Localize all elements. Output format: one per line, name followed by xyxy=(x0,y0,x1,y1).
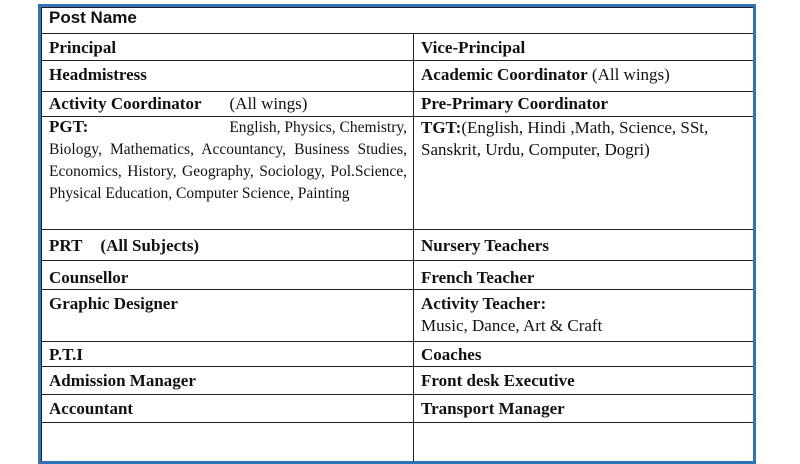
table-header-row xyxy=(42,8,756,34)
post-title: Front desk Executive xyxy=(421,371,575,390)
post-title: Principal xyxy=(49,38,117,57)
table-row xyxy=(42,61,756,92)
posts-table xyxy=(41,7,756,463)
table-row xyxy=(42,261,756,290)
table-row xyxy=(42,117,756,230)
tgt-subjects: (English, Hindi ,Math, Science, SSt, Sanskrit, Urdu, Computer, Dogri) xyxy=(421,118,709,159)
post-note: (All wings) xyxy=(229,94,308,113)
table-row xyxy=(42,34,756,61)
post-name-header: Post Name xyxy=(42,8,756,34)
posts-table-frame xyxy=(38,4,756,464)
cell-coaches xyxy=(414,342,756,367)
cell-pgt xyxy=(42,117,414,230)
pgt-subjects-first: English, Physics, Chemistry, xyxy=(229,119,407,136)
pgt-subjects: Biology, Mathematics, Accountancy, Business Studies, Economics, History, Geography, Sociology, Pol.Science, Physical Education, Computer Science, Painting xyxy=(49,141,407,202)
cell-headmistress xyxy=(42,61,414,92)
post-title: French Teacher xyxy=(421,268,535,287)
post-title: Activity Coordinator xyxy=(49,94,202,113)
post-title: Pre-Primary Coordinator xyxy=(421,94,609,113)
cell-admission-manager xyxy=(42,367,414,395)
post-title: Nursery Teachers xyxy=(421,236,549,255)
cell-cut-off-left xyxy=(42,423,414,463)
cell-tgt xyxy=(414,117,756,230)
cell-accountant xyxy=(42,395,414,423)
cell-prt xyxy=(42,230,414,261)
post-title: Coaches xyxy=(421,345,482,364)
cell-front-desk-executive xyxy=(414,367,756,395)
table-row xyxy=(42,290,756,342)
post-title: TGT: xyxy=(421,118,462,137)
post-title: Graphic Designer xyxy=(49,294,178,313)
post-title: PRT xyxy=(49,236,83,255)
tgt-text xyxy=(421,117,749,161)
table-row xyxy=(42,342,756,367)
post-title: Accountant xyxy=(49,399,134,418)
table-row xyxy=(42,395,756,423)
cell-cut-off-right xyxy=(414,423,756,463)
table-row-cut-off xyxy=(42,423,756,463)
cell-pre-primary-coordinator xyxy=(414,92,756,117)
cell-pti xyxy=(42,342,414,367)
post-note: Music, Dance, Art & Craft xyxy=(421,316,603,335)
post-title: Activity Teacher: xyxy=(421,294,547,313)
post-note: (All Subjects) xyxy=(100,236,200,255)
cell-french-teacher xyxy=(414,261,756,290)
table-row xyxy=(42,367,756,395)
post-title: Vice-Principal xyxy=(421,38,526,57)
post-title: P.T.I xyxy=(49,345,84,364)
post-title: PGT: xyxy=(49,117,89,136)
post-title: Counsellor xyxy=(49,268,129,287)
post-title: Admission Manager xyxy=(49,371,196,390)
cell-counsellor xyxy=(42,261,414,290)
table-row xyxy=(42,230,756,261)
post-note: (All wings) xyxy=(591,65,670,84)
cell-academic-coordinator xyxy=(414,61,756,92)
cell-nursery-teachers xyxy=(414,230,756,261)
post-title: Academic Coordinator xyxy=(421,65,588,84)
cell-graphic-designer xyxy=(42,290,414,342)
table-row xyxy=(42,92,756,117)
cell-activity-teacher xyxy=(414,290,756,342)
post-title: Headmistress xyxy=(49,65,147,84)
cell-vice-principal xyxy=(414,34,756,61)
cell-activity-coordinator xyxy=(42,92,414,117)
cell-principal xyxy=(42,34,414,61)
pgt-first-line xyxy=(49,117,407,139)
cell-transport-manager xyxy=(414,395,756,423)
post-title: Transport Manager xyxy=(421,399,565,418)
